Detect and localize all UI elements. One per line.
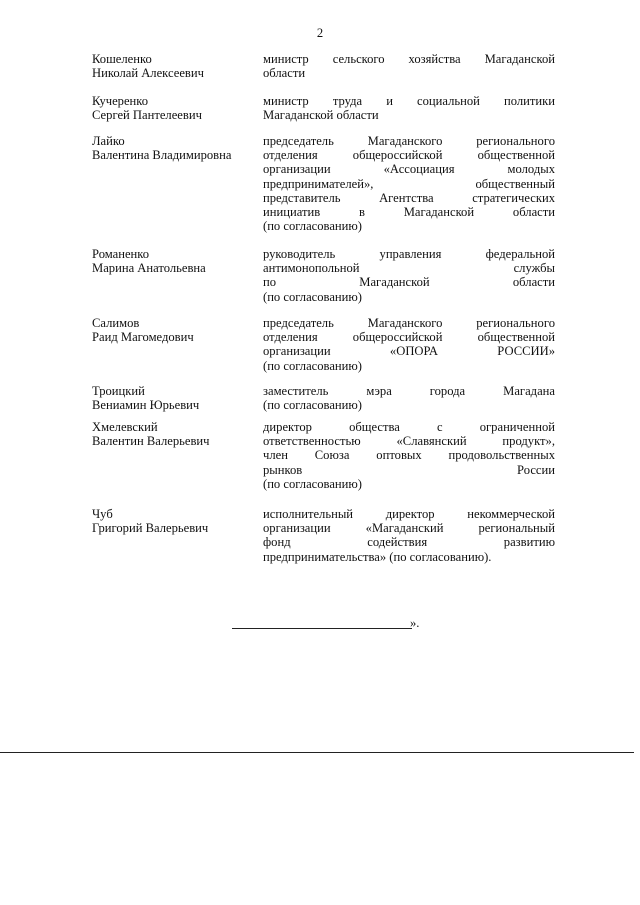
position-line: области [263,66,306,81]
member-surname: Лайко [92,134,125,148]
member-name [92,52,257,80]
member-given-names: Сергей Пантелеевич [92,108,202,123]
member-position [263,384,555,412]
position-line: предпринимателей», общественный [263,176,555,191]
member-name [92,420,257,448]
position-line: директор общества с ограниченной [263,420,555,434]
member-name [92,94,257,122]
member-given-names: Валентин Валерьевич [92,434,210,449]
member-given-names: Григорий Валерьевич [92,521,209,536]
member-surname: Салимов [92,316,140,330]
member-position [263,247,555,304]
member-name [92,316,257,344]
member-position [263,420,555,491]
member-surname: Троицкий [92,384,145,398]
member-given-names: Валентина Владимировна [92,148,232,163]
position-line: организации «Магаданский региональный [263,521,555,536]
member-given-names: Раид Магомедович [92,330,194,345]
member-surname: Кошеленко [92,52,152,66]
member-position [263,507,555,564]
position-line: (по согласованию) [263,219,363,234]
position-line: организации «ОПОРА РОССИИ» [263,344,555,359]
member-surname: Хмелевский [92,420,158,434]
position-line: отделения общероссийской общественной [263,330,555,345]
position-line: (по согласованию) [263,358,363,373]
position-line: (по согласованию) [263,398,363,413]
member-given-names: Николай Алексеевич [92,66,204,81]
position-line: ответственностью «Славянский продукт», [263,434,555,449]
member-given-names: Вениамин Юрьевич [92,398,200,413]
position-line: заместитель мэра города Магадана [263,384,555,398]
member-surname: Чуб [92,507,113,521]
position-line: (по согласованию) [263,289,363,304]
bottom-divider [0,752,634,753]
member-name [92,384,257,412]
member-surname: Кучеренко [92,94,149,108]
position-line: председатель Магаданского регионального [263,134,555,148]
closing-quote: ». [410,616,420,630]
member-position [263,316,555,373]
position-line: (по согласованию) [263,476,363,491]
member-given-names: Марина Анатольевна [92,261,206,276]
position-line: министр труда и социальной политики [263,94,555,108]
position-line: рынков России [263,462,555,477]
position-line: предпринимательства» (по согласованию). [263,549,492,564]
position-line: фонд содействия развитию [263,535,555,550]
member-name [92,134,257,162]
position-line: по Магаданской области [263,275,555,290]
position-line: член Союза оптовых продовольственных [263,448,555,463]
closing-underline [232,628,412,629]
member-position [263,134,555,233]
member-name [92,507,257,535]
position-line: отделения общероссийской общественной [263,148,555,163]
position-line: представитель Агентства стратегических [263,190,555,205]
position-line: Магаданской области [263,108,379,123]
page-number: 2 [316,26,324,40]
position-line: инициатив в Магаданской области [263,205,555,220]
member-position [263,94,555,122]
position-line: антимонопольной службы [263,261,555,276]
member-position [263,52,555,80]
member-surname: Романенко [92,247,150,261]
position-line: министр сельского хозяйства Магаданской [263,52,555,66]
position-line: организации «Ассоциация молодых [263,162,555,177]
position-line: исполнительный директор некоммерческой [263,507,555,521]
member-name [92,247,257,275]
position-line: председатель Магаданского регионального [263,316,555,330]
position-line: руководитель управления федеральной [263,247,555,261]
